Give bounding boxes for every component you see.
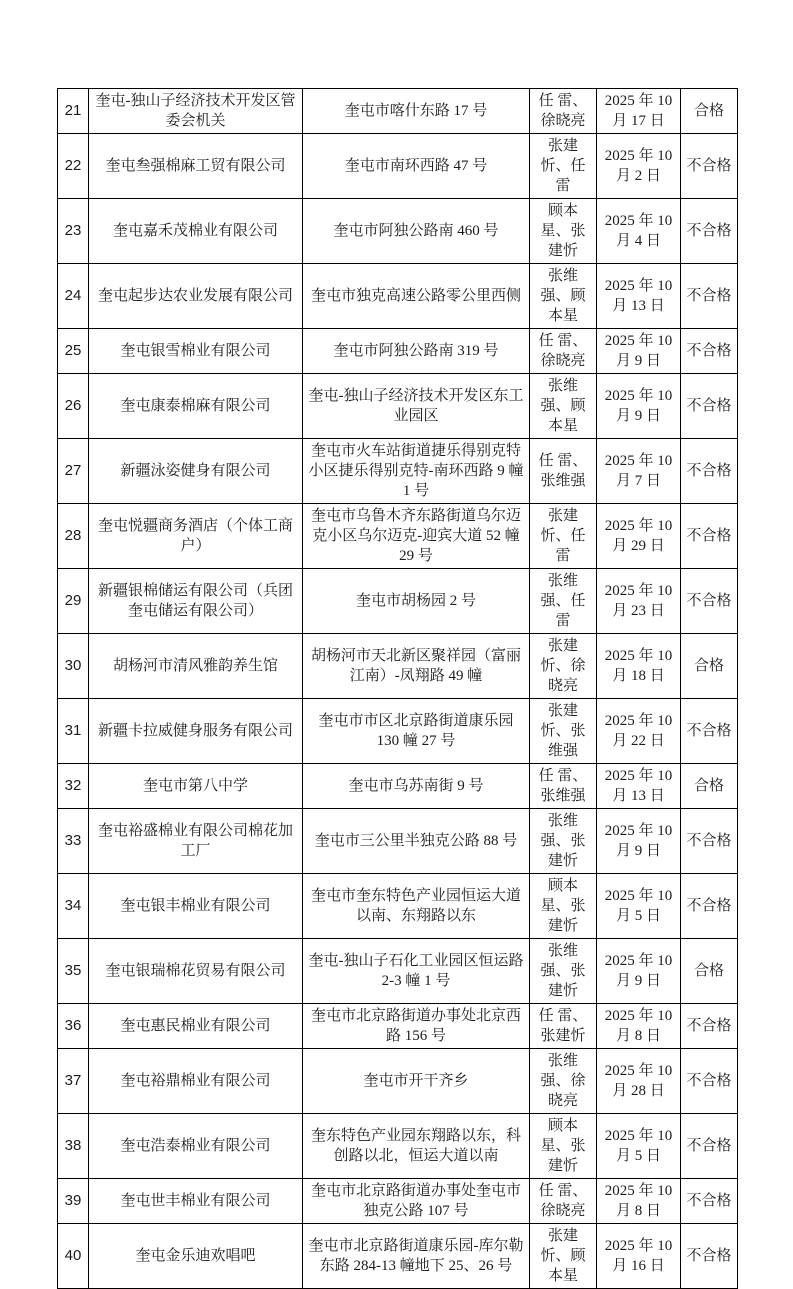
inspection-result: 合格	[681, 634, 738, 699]
unit-name: 奎屯惠民棉业有限公司	[89, 1004, 303, 1049]
inspection-results-table	[57, 88, 738, 1289]
inspection-result: 不合格	[681, 134, 738, 199]
unit-address: 奎东特色产业园东翔路以东，科创路以北，恒运大道以南	[303, 1114, 530, 1179]
inspection-date: 2025 年 10 月 18 日	[597, 634, 681, 699]
inspection-result: 不合格	[681, 1004, 738, 1049]
inspector-names: 任 雷、徐晓亮	[530, 89, 597, 134]
row-number: 26	[58, 374, 89, 439]
unit-address: 奎屯市阿独公路南 319 号	[303, 329, 530, 374]
row-number: 32	[58, 764, 89, 809]
table-row	[58, 569, 738, 634]
unit-address: 奎屯市南环西路 47 号	[303, 134, 530, 199]
unit-address: 奎屯市三公里半独克公路 88 号	[303, 809, 530, 874]
table-row	[58, 374, 738, 439]
unit-name: 奎屯银雪棉业有限公司	[89, 329, 303, 374]
inspector-names: 张建忻、张维强	[530, 699, 597, 764]
inspection-result: 不合格	[681, 439, 738, 504]
unit-name: 奎屯悦疆商务酒店（个体工商户）	[89, 504, 303, 569]
unit-name: 奎屯银丰棉业有限公司	[89, 874, 303, 939]
inspection-date: 2025 年 10 月 17 日	[597, 89, 681, 134]
row-number: 21	[58, 89, 89, 134]
unit-address: 奎屯市北京路街道办事处奎屯市独克公路 107 号	[303, 1179, 530, 1224]
inspection-result: 合格	[681, 939, 738, 1004]
inspection-date: 2025 年 10 月 9 日	[597, 374, 681, 439]
row-number: 31	[58, 699, 89, 764]
inspector-names: 张维强、顾本星	[530, 374, 597, 439]
inspection-date: 2025 年 10 月 28 日	[597, 1049, 681, 1114]
inspection-date: 2025 年 10 月 13 日	[597, 764, 681, 809]
row-number: 28	[58, 504, 89, 569]
inspection-date: 2025 年 10 月 9 日	[597, 329, 681, 374]
row-number: 33	[58, 809, 89, 874]
row-number: 24	[58, 264, 89, 329]
unit-address: 奎屯市北京路街道办事处北京西路 156 号	[303, 1004, 530, 1049]
table-row	[58, 764, 738, 809]
table-row	[58, 89, 738, 134]
table-row	[58, 699, 738, 764]
unit-address: 奎屯市火车站街道捷乐得别克特小区捷乐得别克特-南环西路 9 幢 1 号	[303, 439, 530, 504]
row-number: 29	[58, 569, 89, 634]
inspection-result: 不合格	[681, 569, 738, 634]
inspection-result: 合格	[681, 764, 738, 809]
inspector-names: 任 雷、张维强	[530, 764, 597, 809]
unit-name: 奎屯叁强棉麻工贸有限公司	[89, 134, 303, 199]
table-row	[58, 634, 738, 699]
inspection-result: 不合格	[681, 199, 738, 264]
table-row	[58, 329, 738, 374]
inspector-names: 张维强、徐晓亮	[530, 1049, 597, 1114]
row-number: 36	[58, 1004, 89, 1049]
unit-name: 新疆泳姿健身有限公司	[89, 439, 303, 504]
row-number: 38	[58, 1114, 89, 1179]
table-row	[58, 874, 738, 939]
inspection-table-body	[58, 89, 738, 1289]
inspector-names: 任 雷、徐晓亮	[530, 329, 597, 374]
row-number: 27	[58, 439, 89, 504]
inspection-result: 不合格	[681, 1049, 738, 1114]
row-number: 35	[58, 939, 89, 1004]
table-row	[58, 1004, 738, 1049]
unit-name: 奎屯浩泰棉业有限公司	[89, 1114, 303, 1179]
inspector-names: 张建忻、任 雷	[530, 134, 597, 199]
unit-address: 奎屯市开干齐乡	[303, 1049, 530, 1114]
table-row	[58, 1224, 738, 1289]
inspection-date: 2025 年 10 月 5 日	[597, 874, 681, 939]
table-row	[58, 504, 738, 569]
row-number: 25	[58, 329, 89, 374]
unit-address: 奎屯市乌鲁木齐东路街道乌尔迈克小区乌尔迈克-迎宾大道 52 幢 29 号	[303, 504, 530, 569]
inspection-date: 2025 年 10 月 4 日	[597, 199, 681, 264]
unit-address: 奎屯市乌苏南街 9 号	[303, 764, 530, 809]
unit-address: 奎屯-独山子经济技术开发区东工业园区	[303, 374, 530, 439]
row-number: 37	[58, 1049, 89, 1114]
inspection-result: 不合格	[681, 1114, 738, 1179]
inspection-date: 2025 年 10 月 8 日	[597, 1179, 681, 1224]
unit-address: 胡杨河市天北新区聚祥园（富丽江南）-凤翔路 49 幢	[303, 634, 530, 699]
inspection-result: 不合格	[681, 699, 738, 764]
inspection-result: 不合格	[681, 504, 738, 569]
row-number: 39	[58, 1179, 89, 1224]
inspection-result: 不合格	[681, 874, 738, 939]
inspection-result: 不合格	[681, 329, 738, 374]
inspection-date: 2025 年 10 月 7 日	[597, 439, 681, 504]
inspector-names: 任 雷、张建忻	[530, 1004, 597, 1049]
table-row	[58, 1114, 738, 1179]
unit-address: 奎屯市喀什东路 17 号	[303, 89, 530, 134]
inspector-names: 张建忻、顾本星	[530, 1224, 597, 1289]
inspection-date: 2025 年 10 月 9 日	[597, 809, 681, 874]
inspection-date: 2025 年 10 月 2 日	[597, 134, 681, 199]
unit-name: 胡杨河市清风雅韵养生馆	[89, 634, 303, 699]
unit-address: 奎屯市奎东特色产业园恒运大道以南、东翔路以东	[303, 874, 530, 939]
inspection-date: 2025 年 10 月 13 日	[597, 264, 681, 329]
row-number: 23	[58, 199, 89, 264]
unit-address: 奎屯市北京路街道康乐园-库尔勒东路 284-13 幢地下 25、26 号	[303, 1224, 530, 1289]
inspection-date: 2025 年 10 月 22 日	[597, 699, 681, 764]
inspector-names: 张维强、张建忻	[530, 809, 597, 874]
inspection-date: 2025 年 10 月 23 日	[597, 569, 681, 634]
inspector-names: 张维强、张建忻	[530, 939, 597, 1004]
table-row	[58, 1049, 738, 1114]
table-row	[58, 809, 738, 874]
table-row	[58, 939, 738, 1004]
row-number: 34	[58, 874, 89, 939]
inspection-result: 不合格	[681, 264, 738, 329]
table-row	[58, 439, 738, 504]
inspector-names: 任 雷、张维强	[530, 439, 597, 504]
inspection-date: 2025 年 10 月 16 日	[597, 1224, 681, 1289]
table-row	[58, 199, 738, 264]
row-number: 30	[58, 634, 89, 699]
unit-address: 奎屯市阿独公路南 460 号	[303, 199, 530, 264]
unit-name: 新疆银棉储运有限公司（兵团奎屯储运有限公司）	[89, 569, 303, 634]
table-row	[58, 134, 738, 199]
inspection-date: 2025 年 10 月 5 日	[597, 1114, 681, 1179]
row-number: 22	[58, 134, 89, 199]
inspector-names: 顾本星、张建忻	[530, 199, 597, 264]
unit-name: 奎屯裕盛棉业有限公司棉花加工厂	[89, 809, 303, 874]
unit-name: 奎屯-独山子经济技术开发区管委会机关	[89, 89, 303, 134]
unit-name: 奎屯世丰棉业有限公司	[89, 1179, 303, 1224]
inspector-names: 顾本星、张建忻	[530, 874, 597, 939]
unit-address: 奎屯市市区北京路街道康乐园 130 幢 27 号	[303, 699, 530, 764]
unit-name: 奎屯市第八中学	[89, 764, 303, 809]
inspection-date: 2025 年 10 月 9 日	[597, 939, 681, 1004]
unit-name: 奎屯起步达农业发展有限公司	[89, 264, 303, 329]
inspection-date: 2025 年 10 月 29 日	[597, 504, 681, 569]
unit-name: 奎屯嘉禾茂棉业有限公司	[89, 199, 303, 264]
table-row	[58, 264, 738, 329]
unit-name: 奎屯金乐迪欢唱吧	[89, 1224, 303, 1289]
inspector-names: 顾本星、张建忻	[530, 1114, 597, 1179]
inspector-names: 张维强、顾本星	[530, 264, 597, 329]
inspection-result: 不合格	[681, 1179, 738, 1224]
inspection-result: 不合格	[681, 374, 738, 439]
inspection-result: 不合格	[681, 809, 738, 874]
inspector-names: 张建忻、徐晓亮	[530, 634, 597, 699]
row-number: 40	[58, 1224, 89, 1289]
inspection-result: 合格	[681, 89, 738, 134]
table-row	[58, 1179, 738, 1224]
inspector-names: 任 雷、徐晓亮	[530, 1179, 597, 1224]
inspection-result: 不合格	[681, 1224, 738, 1289]
inspector-names: 张建忻、任 雷	[530, 504, 597, 569]
unit-name: 新疆卡拉威健身服务有限公司	[89, 699, 303, 764]
inspection-date: 2025 年 10 月 8 日	[597, 1004, 681, 1049]
inspector-names: 张维强、任 雷	[530, 569, 597, 634]
unit-name: 奎屯康泰棉麻有限公司	[89, 374, 303, 439]
unit-name: 奎屯裕鼎棉业有限公司	[89, 1049, 303, 1114]
unit-address: 奎屯-独山子石化工业园区恒运路 2-3 幢 1 号	[303, 939, 530, 1004]
unit-name: 奎屯银瑞棉花贸易有限公司	[89, 939, 303, 1004]
unit-address: 奎屯市胡杨园 2 号	[303, 569, 530, 634]
unit-address: 奎屯市独克高速公路零公里西侧	[303, 264, 530, 329]
